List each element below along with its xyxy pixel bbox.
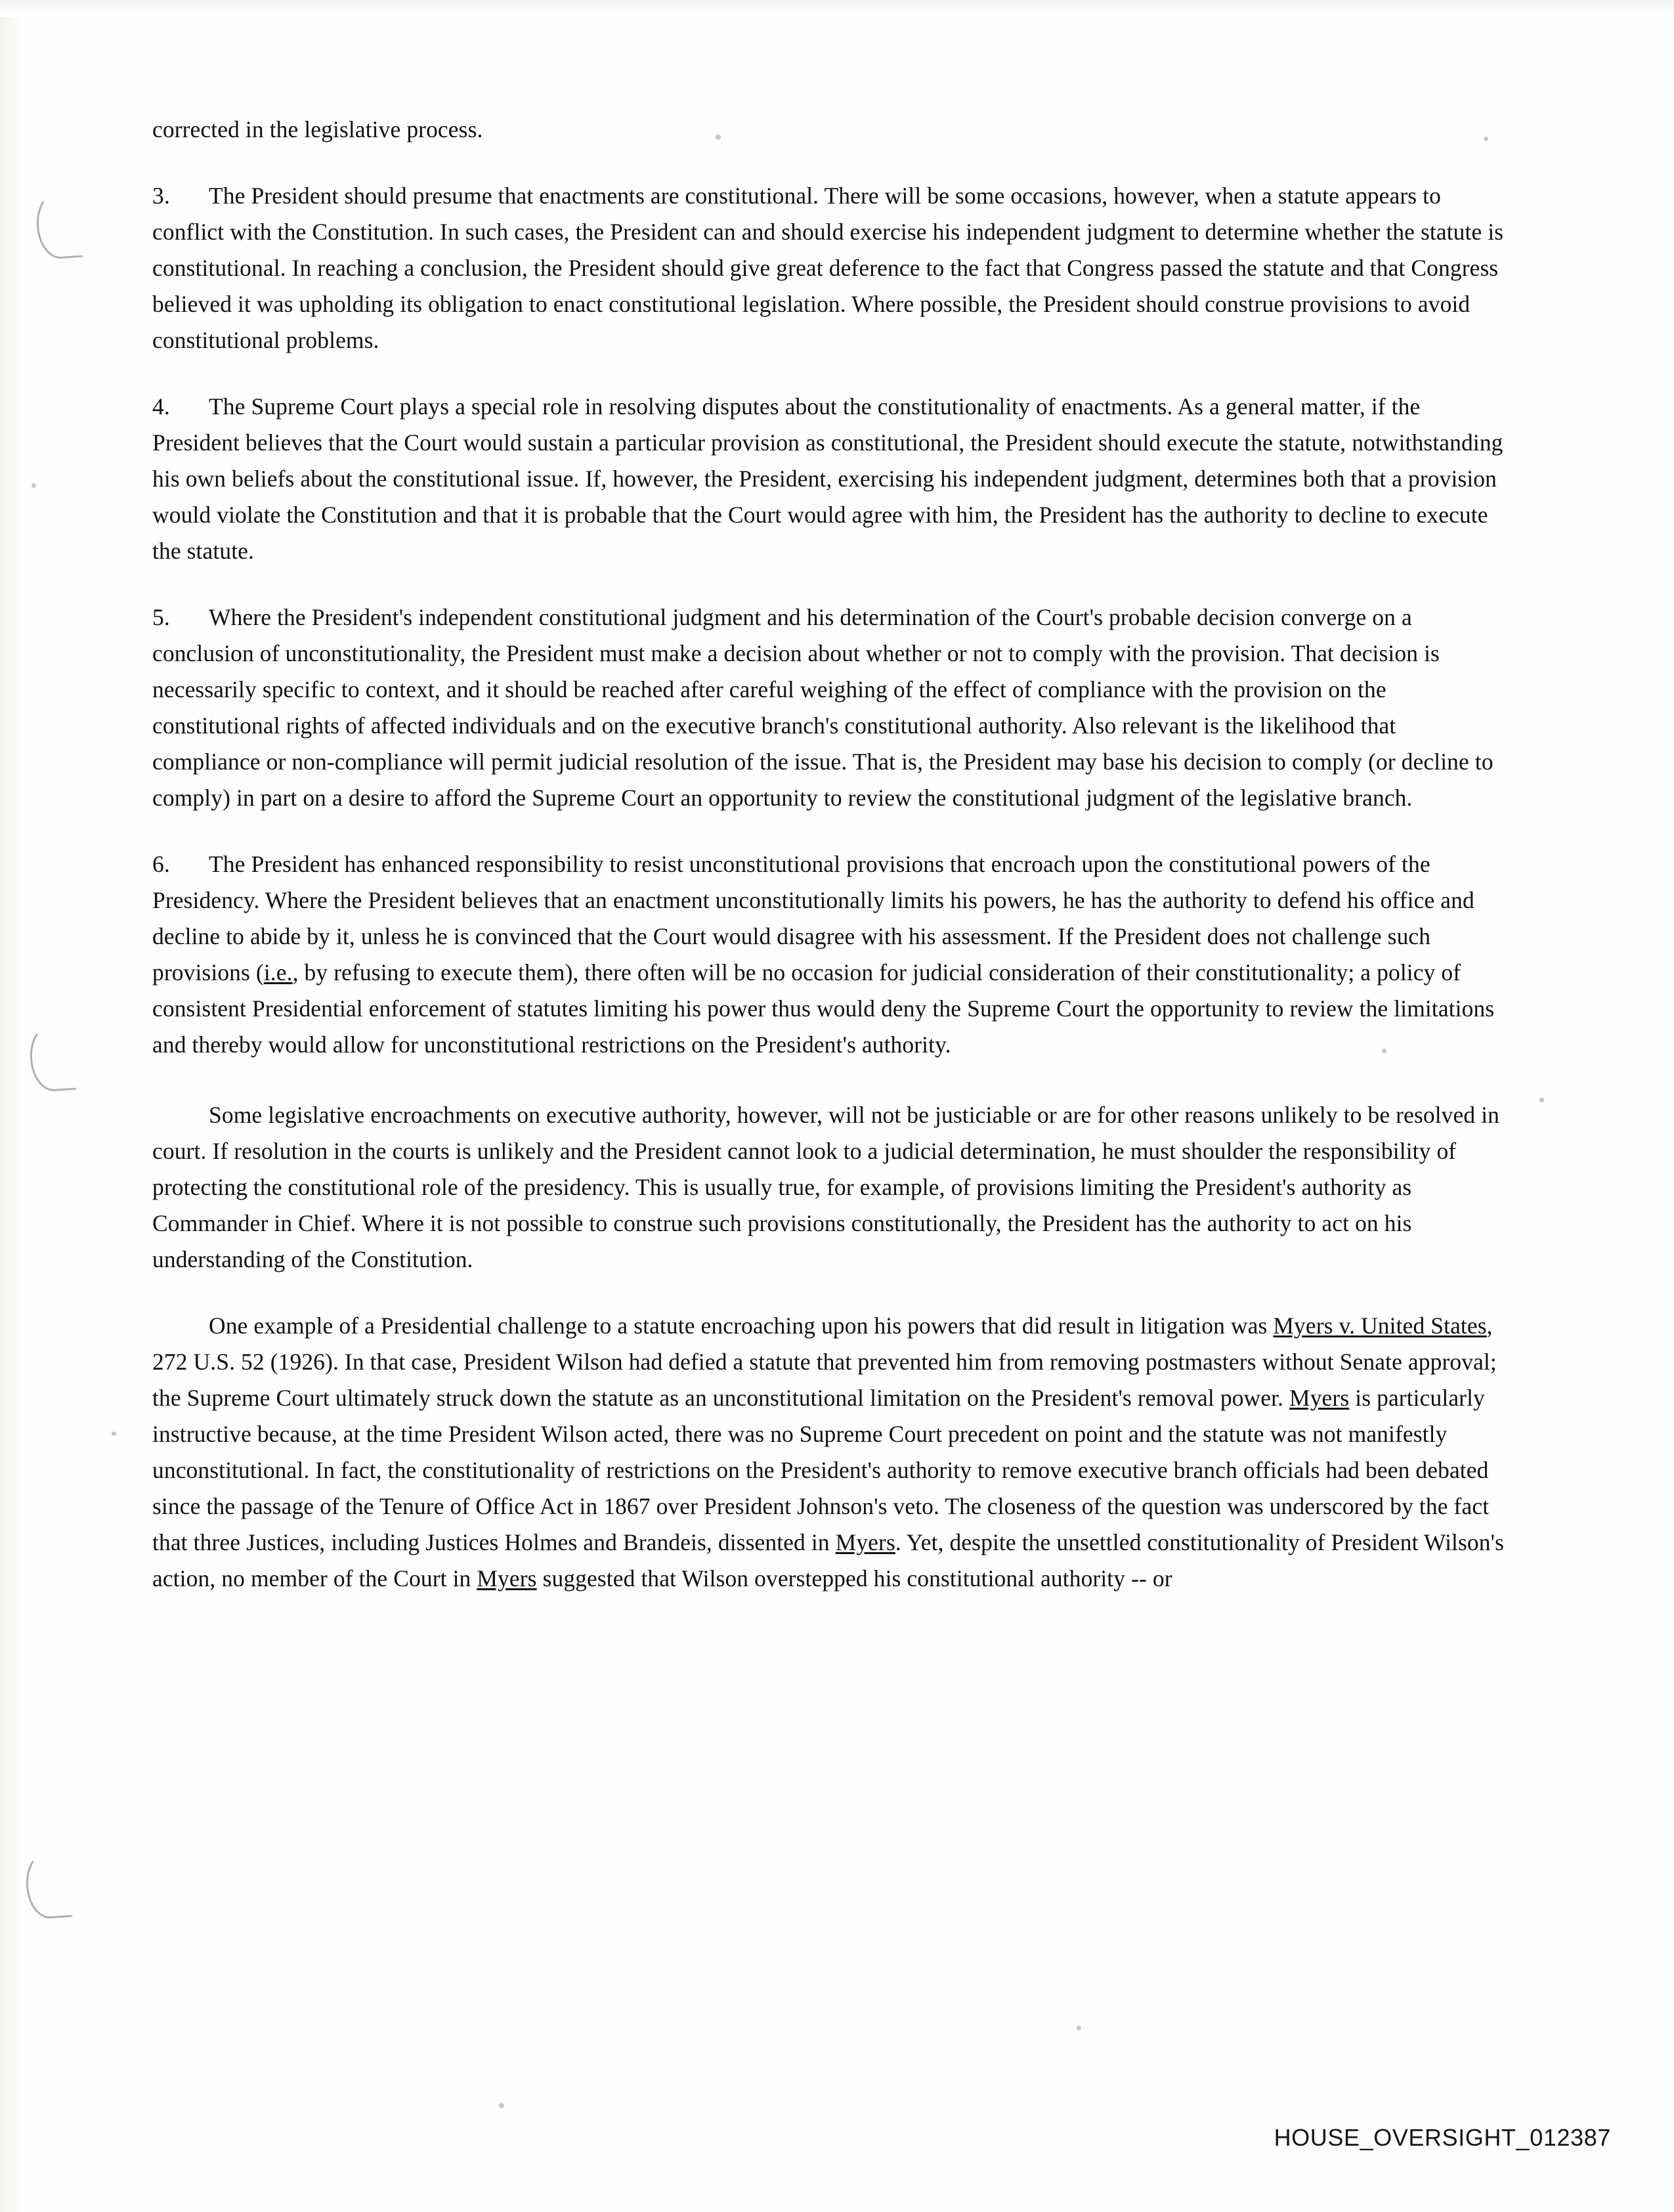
binder-ring-mark <box>24 1850 74 1920</box>
paragraph-number-3: 3. <box>152 183 170 209</box>
paragraph-3 <box>152 178 1508 358</box>
scan-speck <box>1539 1098 1544 1102</box>
case-citation-myers-short-3: Myers <box>477 1565 537 1592</box>
paragraph-3-text: The President should presume that enactments are constitutional. There will be some occasions, however, when a statute appears to conflict with the Constitution. In such cases, the President can and should exercise his independent judgment to determine whether the statute is constitutional. In reaching a conclusion, the President should give great deference to the fact that Congress passed the statute and that Congress believed it was upholding its obligation to enact constitutional legislation. Where possible, the President should construe provisions to avoid constitutional problems. <box>152 183 1504 353</box>
paragraph-5 <box>152 599 1508 816</box>
scan-speck <box>32 483 36 488</box>
citation-ie: i.e. <box>263 959 293 986</box>
myers-segment-5: suggested that Wilson overstepped his constitutional authority -- or <box>536 1565 1172 1592</box>
paragraph-number-4: 4. <box>152 393 170 420</box>
paragraph-number-5: 5. <box>152 604 170 630</box>
paragraph-encroachments: Some legislative encroachments on executive authority, however, will not be justiciable or are for other reasons unlikely to be resolved in court. If resolution in the courts is unlikely and the President cannot look to a judicial determination, he must shoulder the responsibility of protecting the constitutional role of the presidency. This is usually true, for example, of provisions limiting the President's authority as Commander in Chief. Where it is not possible to construe such provisions constitutionally, the President has the authority to act on his understanding of the Constitution. <box>152 1102 1500 1272</box>
paragraph-continued: corrected in the legislative process. <box>152 116 483 142</box>
paragraph-myers <box>152 1308 1508 1597</box>
myers-segment-1: One example of a Presidential challenge to a statute encroaching upon his powers that did result in litigation was <box>209 1312 1274 1339</box>
case-citation-myers-full: Myers v. United States <box>1273 1312 1487 1339</box>
scan-edge-top <box>0 0 1674 17</box>
document-body <box>152 112 1508 1627</box>
scan-speck <box>499 2103 504 2108</box>
myers-segment-2: , 272 U.S. 52 (1926). In that case, President Wilson had defied a statute that prevented him from removing postmasters without Senate approval; the Supreme Court ultimately struck down the statute as an unconstitutional limitation on the President's removal power. <box>152 1312 1497 1411</box>
paragraph-4 <box>152 389 1508 569</box>
paragraph-6-text-before: The President has enhanced responsibility to resist unconstitutional provisions that encroach upon the constitutional powers of the Presidency. Where the President believes that an enactment unconstitutionally limits his powers, he has the authority to defend his office and decline to abide by it, unless he is convinced that the Court would disagree with his assessment. If the President does not challenge such provisions ( <box>152 851 1474 986</box>
binder-ring-mark <box>35 190 84 260</box>
paragraph-6 <box>152 846 1508 1063</box>
scan-speck <box>1077 2026 1081 2030</box>
case-citation-myers-short-1: Myers <box>1289 1385 1350 1411</box>
paragraph-6-text-after: , by refusing to execute them), there often will be no occasion for judicial consideration of their constitutionality; a policy of consistent Presidential enforcement of statutes limiting his power thus would deny the Supreme Court the opportunity to review the limitations and thereby would allow for unconstitutional restrictions on the President's authority. <box>152 959 1495 1058</box>
myers-segment-3: is particularly instructive because, at the time President Wilson acted, there was no Supreme Court precedent on point and the statute was not manifestly unconstitutional. In fact, the constitutionality of restrictions on the President's authority to remove executive branch officials had been debated since the passage of the Tenure of Office Act in 1867 over President Johnson's veto. The closeness of the question was underscored by the fact that three Justices, including Justices Holmes and Brandeis, dissented in <box>152 1385 1490 1555</box>
paragraph-5-text: Where the President's independent constitutional judgment and his determination of the Court's probable decision converge on a conclusion of unconstitutionality, the President must make a decision about whether or not to comply with the provision. That decision is necessarily specific to context, and it should be reached after careful weighing of the effect of compliance with the provision on the constitutional rights of affected individuals and on the executive branch's constitutional authority. Also relevant is the likelihood that compliance or non-compliance will permit judicial resolution of the issue. That is, the President may base his decision to comply (or decline to comply) in part on a desire to afford the Supreme Court an opportunity to review the constitutional judgment of the legislative branch. <box>152 604 1493 811</box>
scan-edge-left <box>0 0 22 2212</box>
scan-speck <box>112 1431 116 1436</box>
case-citation-myers-short-2: Myers <box>835 1529 895 1555</box>
bates-stamp: HOUSE_OVERSIGHT_012387 <box>1274 2124 1611 2151</box>
paragraph-number-6: 6. <box>152 851 170 877</box>
binder-ring-mark <box>28 1023 77 1093</box>
paragraph-4-text: The Supreme Court plays a special role in resolving disputes about the constitutionality of enactments. As a general matter, if the President believes that the Court would sustain a particular provision as constitutional, the President should execute the statute, notwithstanding his own beliefs about the constitutional issue. If, however, the President, exercising his independent judgment, determines both that a provision would violate the Constitution and that it is probable that the Court would agree with him, the President has the authority to decline to execute the statute. <box>152 393 1503 564</box>
myers-segment-4: . Yet, despite the unsettled constitutionality of President Wilson's action, no member of the Court in <box>152 1529 1505 1592</box>
